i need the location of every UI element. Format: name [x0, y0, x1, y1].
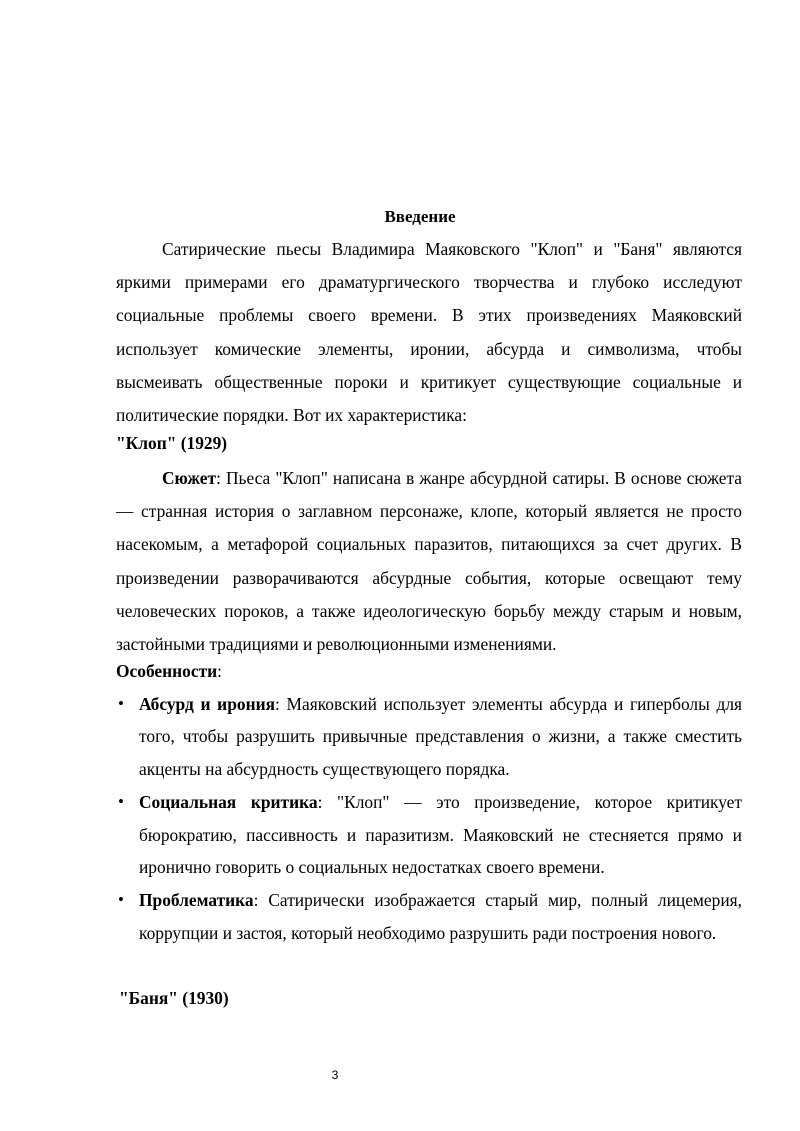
list-item-text: : Сатирически изображается старый мир, полный лицемерия, коррупции и застоя, который необходимо разрушить ради построения нового.	[139, 890, 742, 943]
features-label: Особенности	[116, 661, 218, 681]
page-number: 3	[331, 1068, 339, 1082]
list-item	[116, 884, 742, 949]
list-item-content	[139, 688, 742, 785]
list-item-label: Проблематика	[139, 890, 254, 911]
intro-paragraph: Сатирические пьесы Владимира Маяковского "Клоп" и "Баня" являются яркими примерами его драматургического творчества и глубоко исследуют социальные проблемы своего времени. В этих произведениях Маяковский использует комические элементы, иронии, абсурда и символизма, чтобы высмеивать общественные пороки и критикует существующие социальные и политические порядки. Вот их характеристика:	[116, 239, 742, 426]
list-item-content	[139, 884, 742, 949]
bullet-icon: •	[118, 694, 124, 713]
list-item-label: Социальная критика	[139, 792, 318, 813]
section-title-banya: "Баня" (1930)	[119, 988, 229, 1008]
bullet-icon: •	[118, 890, 124, 910]
plot-paragraph	[116, 462, 742, 661]
plot-label: Сюжет	[162, 468, 217, 488]
list-item-text: : "Клоп" — это произведение, которое критикует бюрократию, пассивность и паразитизм. Маяковский не стесняется прямо и иронично говорить о социальных недостатках своего времени.	[139, 792, 742, 878]
list-item-text: : Маяковский использует элементы абсурда и гиперболы для того, чтобы разрушить привычные представления о жизни, а также сместить акценты на абсурдность существующего порядка.	[139, 694, 742, 779]
plot-text: : Пьеса "Клоп" написана в жанре абсурдной сатиры. В основе сюжета — странная история о заглавном персонаже, клопе, который является не просто насекомым, а метафорой социальных паразитов, питающихся за счет других. В произведении разворачиваются абсурдные события, которые освещают тему человеческих пороков, а также идеологическую борьбу между старым и новым, застойными традициями и революционными изменениями.	[116, 468, 742, 655]
features-list	[116, 688, 742, 949]
section-title-klop: "Клоп" (1929)	[116, 433, 228, 453]
list-item	[116, 786, 742, 883]
features-colon: :	[217, 661, 222, 681]
bullet-icon: •	[118, 792, 124, 812]
list-item	[116, 688, 742, 785]
list-item-content	[139, 786, 742, 883]
page-title: Введение	[384, 207, 456, 226]
list-item-label: Абсурд и ирония	[139, 694, 276, 714]
features-heading	[116, 655, 222, 688]
